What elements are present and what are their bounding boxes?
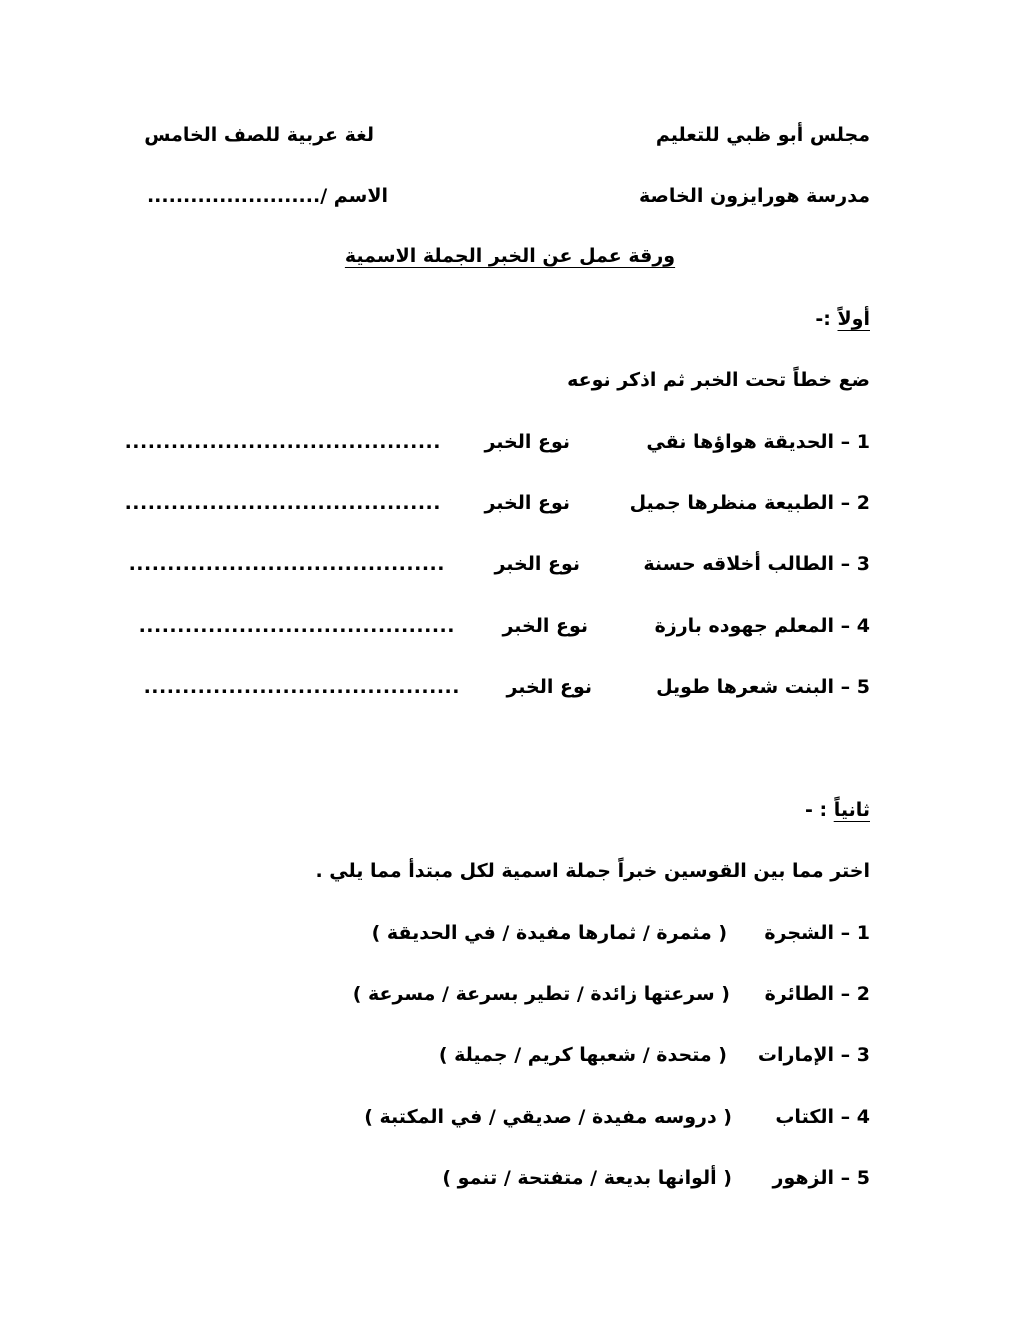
choice-options: ( ألوانها بديعة / متفتحة / تنمو ) [442,1167,732,1189]
section1-heading [815,307,870,331]
subject-grade: لغة عربية للصف الخامس [144,124,374,146]
answer-blank: ......................................... [138,615,455,637]
list-item: 5 – البنت شعرها طويل [656,676,870,698]
list-item: 2 – الطائرة [764,983,870,1005]
section2-heading [805,798,870,822]
section2-instruction: اختر مما بين القوسين خبراً جملة اسمية لكل مبتدأ مما يلي . [315,860,870,882]
section2-heading-label: ثانياً [833,799,870,821]
student-name-field: الاسم /........................ [146,185,388,207]
list-item: 5 – الزهور [772,1167,870,1189]
type-label: نوع الخبر [494,553,580,575]
answer-blank: ......................................... [124,431,441,453]
choice-options: ( مثمرة / ثمارها مفيدة / في الحديقة ) [371,922,727,944]
list-item: 1 – الحديقة هواؤها نقي [646,431,870,453]
list-item: 3 – الطالب أخلاقه حسنة [643,553,870,575]
type-label: نوع الخبر [506,676,592,698]
page-title: ورقة عمل عن الخبر الجملة الاسمية [344,245,676,267]
answer-blank: ......................................... [143,676,460,698]
answer-blank: ......................................... [128,553,445,575]
list-item: 3 – الإمارات [757,1044,870,1066]
list-item: 4 – المعلم جهوده بارزة [654,615,870,637]
choice-options: ( سرعتها زائدة / تطير بسرعة / مسرعة ) [352,983,730,1005]
section1-heading-suffix: :- [815,308,838,330]
type-label: نوع الخبر [484,492,570,514]
section1-heading-label: أولاً [837,308,870,330]
type-label: نوع الخبر [502,615,588,637]
list-item: 4 – الكتاب [775,1106,870,1128]
section2-heading-suffix: : - [804,799,834,821]
school-name: مدرسة هورايزون الخاصة [639,185,870,207]
section1-instruction: ضع خطاً تحت الخبر ثم اذكر نوعه [567,369,870,391]
list-item: 2 – الطبيعة منظرها جميل [629,492,870,514]
answer-blank: ......................................... [124,492,441,514]
choice-options: ( دروسه مفيدة / صديقي / في المكتبة ) [364,1106,732,1128]
type-label: نوع الخبر [484,431,570,453]
list-item: 1 – الشجرة [764,922,870,944]
choice-options: ( متحدة / شعبها كريم / جميلة ) [438,1044,727,1066]
council-name: مجلس أبو ظبي للتعليم [655,124,870,146]
